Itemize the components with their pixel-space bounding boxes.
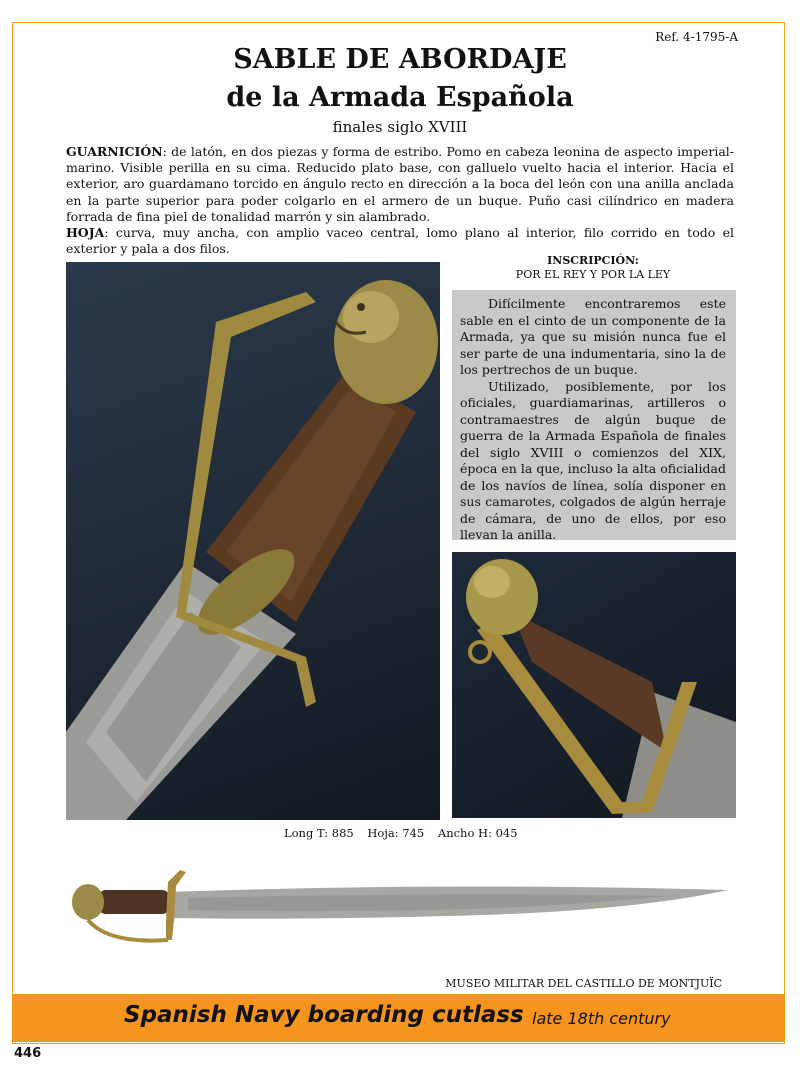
hilt-closeup-photo: [66, 262, 440, 820]
commentary-box: [452, 290, 736, 540]
full-sword-photo: [68, 864, 732, 954]
length-total: Long T: 885: [284, 826, 354, 840]
page-subtitle: finales siglo XVIII: [332, 118, 468, 136]
blade-width: Ancho H: 045: [437, 826, 518, 840]
page-title-line1: SABLE DE ABORDAJE: [233, 44, 567, 75]
english-title: Spanish Navy boarding cutlass: [124, 1002, 524, 1028]
inscription-text: POR EL REY Y POR LA LEY: [515, 268, 671, 281]
hoja-text: : curva, muy ancha, con amplio vaceo central, lomo plano al interior, filo corrido en todo el exterior y pala a dos filos.: [66, 225, 734, 257]
guarnicion-text: : de latón, en dos piezas y forma de estribo. Pomo en cabeza leonina de aspecto imperial-marino. Visible perilla en su cima. Reducido plato base, con galluelo vuelto hacia el interior. Hacia el exterior, aro guardamano torcido en ángulo recto en dirección a la boca del león con una anilla anclada en la parte superior para poder colgarlo en el armero de un buque. Puño casi cilíndrico en madera forrada de fina piel de tonalidad marrón y sin alambrado.: [66, 144, 734, 224]
description-block: [66, 144, 734, 257]
page-number: 446: [14, 1046, 42, 1061]
commentary-paragraph-2: Utilizado, posiblemente, por los oficiales, guardiamarinas, artilleros o contramaestres de algún buque de guerra de la Armada Española de finales del siglo XVIII o comienzos del XIX, época en la que, incluso la alta oficialidad de los navíos de línea, solía disponer en sus camarotes, colgados de algún herraje de cámara, de uno de ellos, por eso llevan la anilla.: [460, 378, 726, 542]
museum-credit: MUSEO MILITAR DEL CASTILLO DE MONTJUÏC: [445, 977, 722, 990]
guarnicion-label: GUARNICIÓN: [66, 144, 163, 159]
hoja-label: HOJA: [66, 225, 105, 241]
english-date: late 18th century: [532, 1009, 671, 1028]
commentary-paragraph-1: Difícilmente encontraremos este sable en el cinto de un componente de la Armada, ya que su misión nunca fue el ser parte de una indumentaria, sino la de los pertrechos de un buque.: [460, 296, 726, 377]
dimensions-line: [284, 826, 528, 840]
page-title-line2: de la Armada Española: [226, 82, 574, 113]
hilt-reverse-photo: [452, 552, 736, 818]
blade-length: Hoja: 745: [367, 826, 425, 840]
reference-number: Ref. 4-1795-A: [655, 30, 738, 44]
inscription-title: INSCRIPCIÓN:: [547, 254, 639, 267]
